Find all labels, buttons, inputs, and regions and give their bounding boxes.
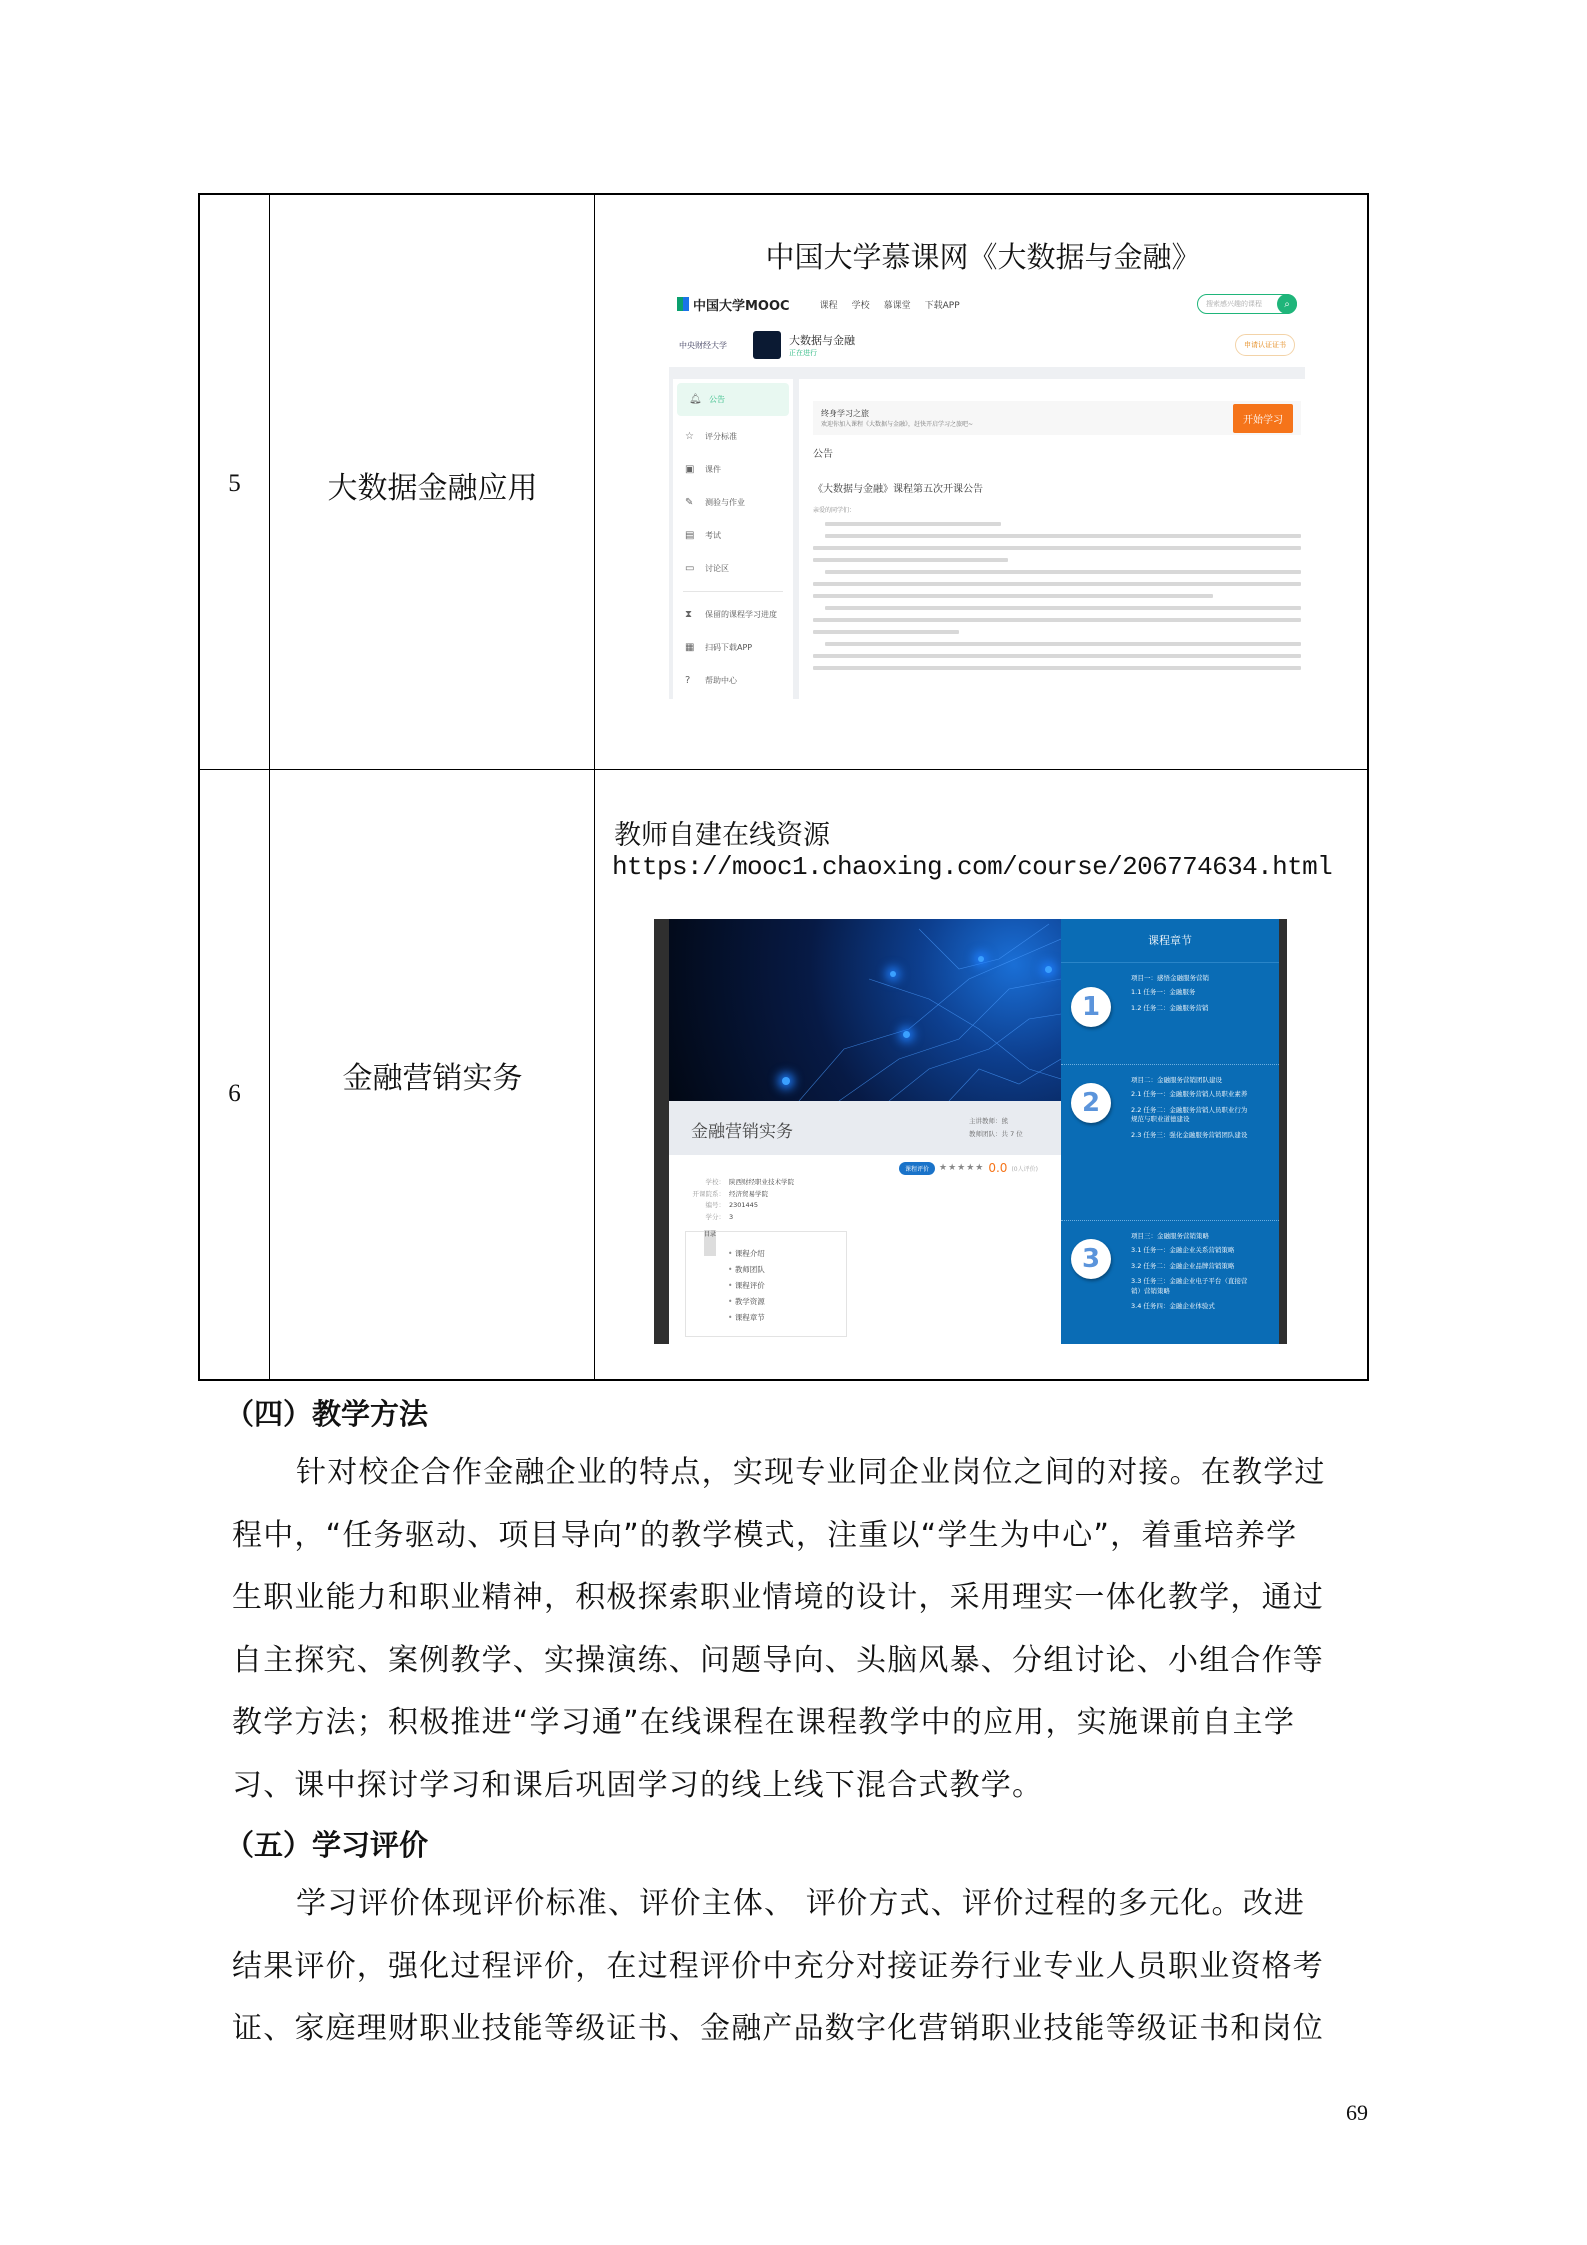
course-toc: [685, 1231, 847, 1337]
paragraph-line: 自主探究、案例教学、实操演练、问题导向、头脑风暴、分组讨论、小组合作等: [232, 1642, 1324, 1678]
paragraph-line: 生职业能力和职业精神，积极探索职业情境的设计，采用理实一体化教学，通过: [232, 1580, 1324, 1615]
sidebar-item-exam: ▤ 考试: [685, 530, 721, 541]
section-heading-teaching-methods: （四）教学方法: [225, 1397, 429, 1431]
sidebar-item-help: ? 帮助中心: [685, 675, 737, 686]
resource-url[interactable]: https://mooc1.chaoxing.com/course/206774634.html: [612, 852, 1333, 882]
project-block: 1 项目一：感悟金融服务营销 1.1 任务一：金融服务 1.2 任务二：金融服务营销: [1061, 963, 1279, 1065]
announcement-title: 《大数据与金融》课程第五次开课公告: [813, 484, 983, 495]
sidebar-item-announcement: 🔔︎ 公告: [677, 383, 789, 416]
comment-icon: ▭: [685, 563, 695, 574]
row-index: 6: [228, 1080, 241, 1107]
mooc-course-name: 大数据与金融 正在进行: [789, 334, 855, 357]
project-block: 2 项目二：金融服务营销团队建设 2.1 任务一：金融服务营销人员职业素养 2.2 任务二：金融服务营销人员职业行为规范与职业道德建设 2.3 任务三：强化金融服务营销团队建设: [1061, 1065, 1279, 1221]
mooc-main: [799, 379, 1305, 699]
document-icon: ▤: [685, 530, 695, 541]
course-info-panel: [669, 919, 1061, 1344]
nav-item: 课程: [819, 300, 838, 311]
divider: [683, 591, 783, 592]
table-row-divider: [200, 769, 1367, 770]
help-icon: ?: [685, 675, 691, 686]
course-banner-image: [669, 919, 1061, 1101]
qr-icon: ▦: [685, 642, 695, 653]
presentation-icon: ▣: [685, 464, 695, 475]
resource-title: 中国大学慕课网《大数据与金融》: [765, 240, 1201, 274]
course-name: 金融营销实务: [342, 1061, 523, 1096]
section-label: 公告: [813, 449, 833, 460]
star-icon: ☆: [685, 431, 694, 442]
paragraph-line: 程中，“任务驱动、项目导向”的教学模式，注重以“学生为中心”，着重培养学: [232, 1517, 1298, 1553]
table-column-divider: [594, 195, 595, 1379]
mooc-sidebar: [673, 379, 793, 699]
school-logo: 中央财经大学: [679, 340, 727, 350]
learning-evaluation-paragraph: [232, 1873, 1362, 2061]
course-meta: 学校： 陕西财经职业技术学院 开课院系： 经济贸易学院 编号： 2301445 学分： 3: [692, 1178, 794, 1221]
rating-score: 0.0: [988, 1161, 1008, 1175]
project-number: 2: [1071, 1083, 1111, 1123]
bell-icon: 🔔︎: [689, 394, 702, 405]
chapters-title: 课程章节: [1061, 919, 1279, 963]
course-rating: [899, 1161, 1038, 1175]
edit-icon: ✎: [685, 497, 694, 508]
paragraph-line: 结果评价，强化过程评价，在过程评价中充分对接证券行业专业人员职业资格考: [232, 1948, 1324, 1984]
mooc-welcome-banner: 终身学习之旅 欢迎你加入课程《大数据与金融》，赶快开启学习之旅吧~ 开始学习: [813, 401, 1301, 435]
sidebar-item-forum: ▭ 讨论区: [685, 563, 729, 574]
announcement-greeting: 亲爱的同学们：: [813, 507, 856, 514]
nav-item: 学校: [851, 300, 870, 311]
toc-item: • 课程章节: [728, 1310, 765, 1326]
announcement-body: [813, 522, 1301, 670]
mooc-top-bar: [669, 285, 1305, 323]
mooc-search-box: 搜索感兴趣的课程 ⌕: [1197, 294, 1297, 314]
project-number: 1: [1071, 987, 1111, 1027]
page-number: 69: [1346, 2100, 1368, 2125]
mooc-course-header: [669, 323, 1305, 373]
star-icon: ★★★★★: [939, 1163, 985, 1173]
course-title-bar: [669, 1101, 1061, 1155]
rating-count: (0人评价): [1011, 1165, 1038, 1173]
hourglass-icon: ⧗: [685, 609, 693, 620]
project-number: 3: [1071, 1239, 1111, 1279]
sidebar-item-grading: ☆ 评分标准: [685, 431, 737, 442]
course-thumbnail: [753, 331, 781, 359]
paragraph-line: 学习评价体现评价标准、评价主体、 评价方式、评价过程的多元化。改进: [296, 1886, 1306, 1921]
toc-tag: 目录: [704, 1230, 716, 1256]
row-index: 5: [228, 470, 241, 497]
toc-item: • 课程评价: [728, 1278, 765, 1294]
chaoxing-course-screenshot: [654, 919, 1287, 1344]
paragraph-line: 教学方法；积极推进“学习通”在线课程在课程教学中的应用，实施课前自主学: [232, 1705, 1296, 1740]
sidebar-item-quiz: ✎ 测验与作业: [685, 497, 745, 508]
search-icon: ⌕: [1277, 294, 1297, 314]
table-column-divider: [269, 195, 270, 1379]
nav-item: 下载APP: [924, 300, 960, 311]
sidebar-item-app: ▦ 扫码下载APP: [685, 642, 753, 653]
mooc-logo: 中国大学MOOC: [677, 295, 790, 314]
paragraph-line: 针对校企合作金融企业的特点，实现专业同企业岗位之间的对接。在教学过: [296, 1455, 1326, 1490]
rating-badge: 课程评价: [899, 1162, 935, 1175]
cert-button: 申请认证证书: [1235, 334, 1295, 356]
toc-item: • 课程介绍: [728, 1246, 765, 1262]
mooc-course-screenshot: [669, 285, 1305, 699]
teaching-methods-paragraph: [232, 1442, 1362, 1817]
mooc-nav: [820, 298, 960, 311]
resource-title: 教师自建在线资源: [614, 820, 830, 851]
nav-item: 慕课堂: [883, 300, 911, 311]
course-name: 大数据金融应用: [327, 471, 538, 506]
sidebar-item-progress: ⧗ 保留的课程学习进度: [685, 609, 777, 620]
teacher-info: 主讲教师：熊 教师团队：共 7 位: [969, 1117, 1023, 1138]
mooc-logo-icon: [677, 297, 689, 311]
paragraph-line: 证、家庭理财职业技能等级证书、金融产品数字化营销职业技能等级证书和岗位: [232, 2011, 1324, 2046]
sidebar-item-courseware: ▣ 课件: [685, 464, 721, 475]
section-heading-learning-evaluation: （五）学习评价: [225, 1828, 429, 1862]
toc-item: • 教学资源: [728, 1294, 765, 1310]
toc-item: • 教师团队: [728, 1262, 765, 1278]
paragraph-line: 习、课中探讨学习和课后巩固学习的线上线下混合式教学。: [232, 1767, 1044, 1803]
course-chapters-panel: [1061, 919, 1279, 1344]
start-learning-button: 开始学习: [1233, 404, 1293, 433]
project-block: 3 项目三：金融服务营销策略 3.1 任务一：金融企业关系营销策略 3.2 任务二：金融企业品牌营销策略 3.3 任务三：金融企业电子平台（直接营销）营销策略 3.4 任务四：金融企业体验式: [1061, 1221, 1279, 1312]
mooc-body: [669, 373, 1305, 699]
course-title: 金融营销实务: [691, 1122, 793, 1142]
